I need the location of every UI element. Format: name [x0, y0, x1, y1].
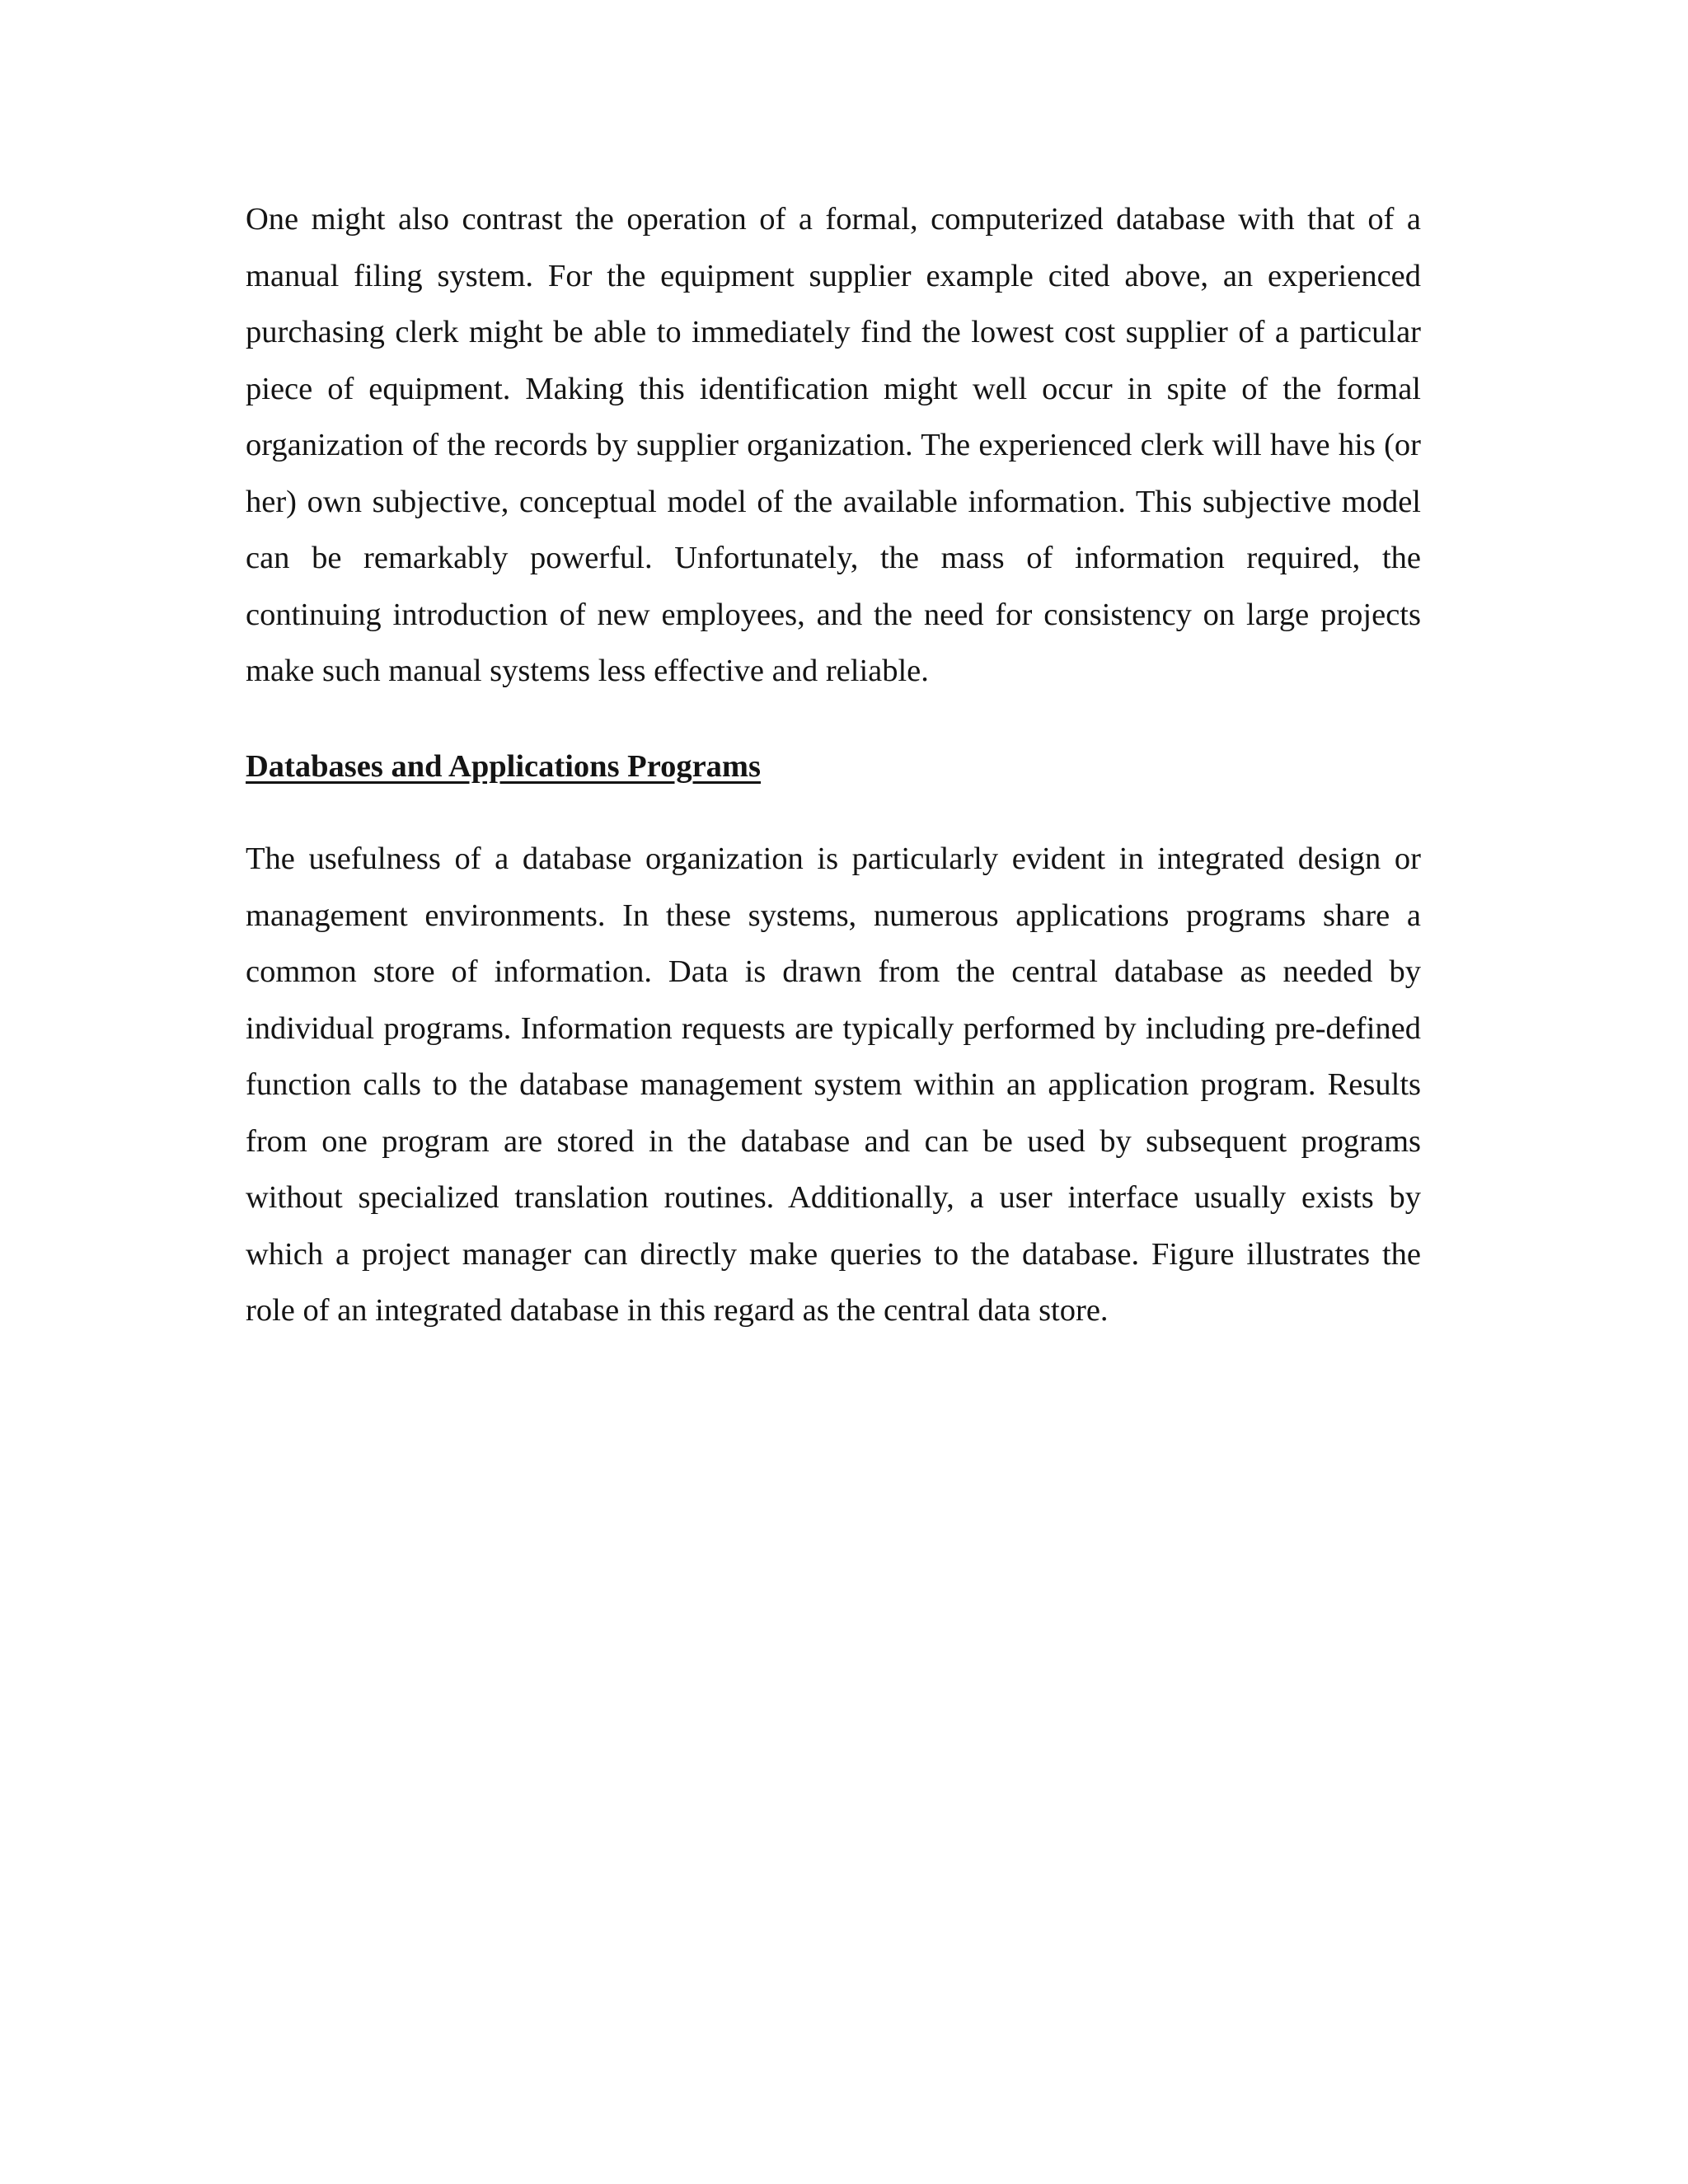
paragraph-applications-programs: The usefulness of a database organization is particularly evident in integrated design or management environments. In these systems, numerous applications programs share a common store of information. Data is drawn from the central database as needed by individual programs. Information requests are typically performed by including pre-defined function calls to the database management system within an application program. Results from one program are stored in the database and can be used by subsequent programs without specialized translation routines. Additionally, a user interface usually exists by which a project manager can directly make queries to the database. Figure illustrates the role of an integrated database in this regard as the central data store.	[246, 841, 1421, 1328]
paragraph-manual-filing: One might also contrast the operation of a formal, computerized database with that of a manual filing system. For the equipment supplier example cited above, an experienced purchasing clerk might be able to immediately find the lowest cost supplier of a particular piece of equipment. Making this identification might well occur in spite of the formal organization of the records by supplier organization. The experienced clerk will have his (or her) own subjective, conceptual model of the available information. This subjective model can be remarkably powerful. Unfortunately, the mass of information required, the continuing introduction of new employees, and the need for consistency on large projects make such manual systems less effective and reliable.	[246, 202, 1421, 688]
page-content	[246, 191, 1421, 1339]
section-heading: Databases and Applications Programs	[246, 748, 761, 784]
